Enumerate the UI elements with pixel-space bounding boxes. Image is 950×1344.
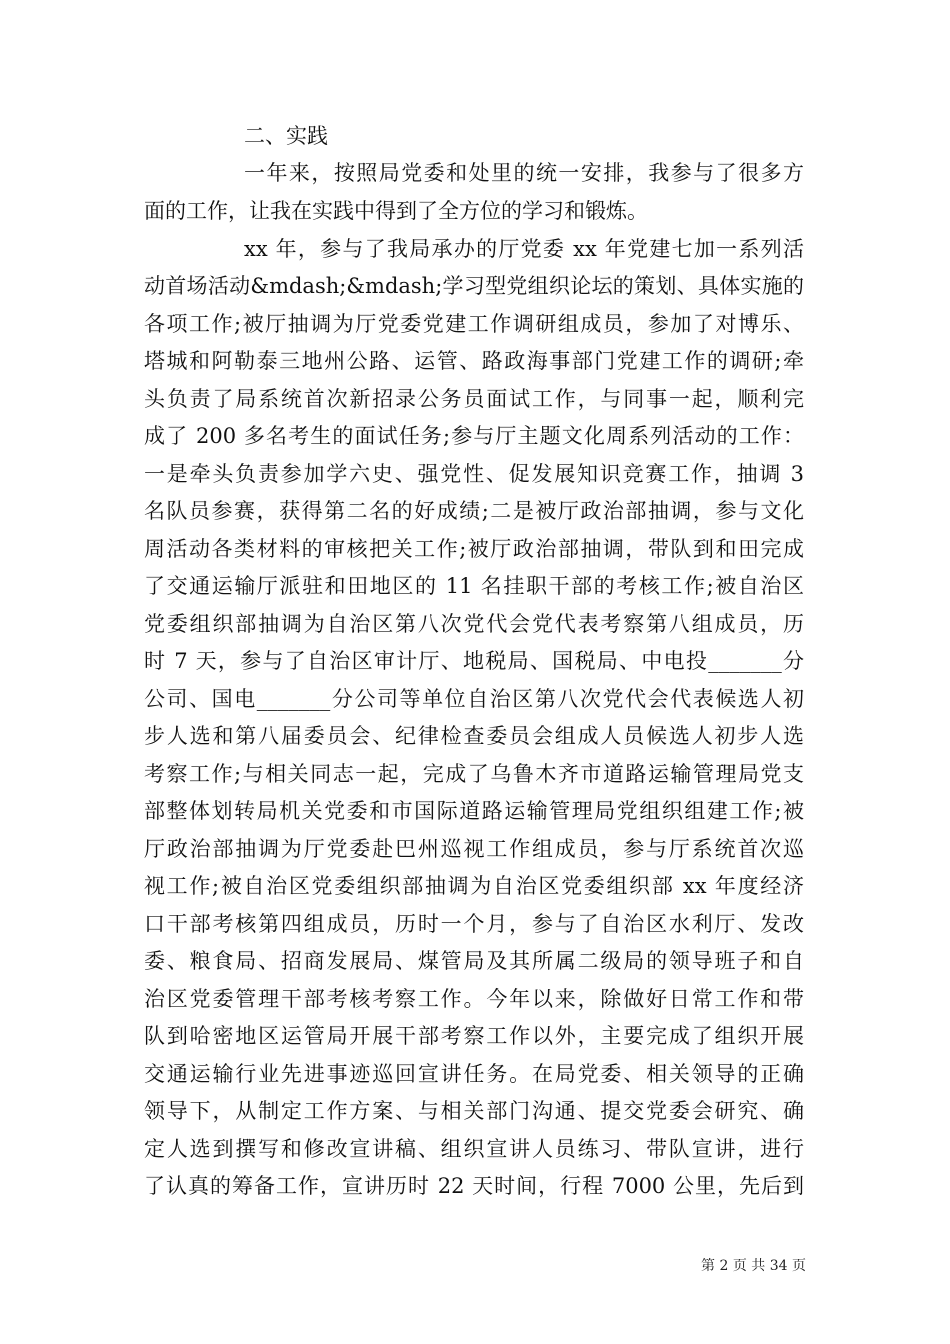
paragraph-2-line-25: 定人选到撰写和修改宣讲稿、组织宣讲人员练习、带队宣讲，进行 xyxy=(144,1137,804,1161)
paragraph-1-line-2: 面的工作，让我在实践中得到了全方位的学习和锻炼。 xyxy=(144,199,648,223)
paragraph-2-line-13: 公司、国电_______分公司等单位自治区第八次党代会代表候选人初 xyxy=(144,687,804,711)
paragraph-2-line-26: 了认真的筹备工作，宣讲历时 22 天时间，行程 7000 公里，先后到 xyxy=(144,1174,804,1198)
paragraph-2-line-16: 部整体划转局机关党委和市国际道路运输管理局党组织组建工作;被 xyxy=(144,799,804,823)
paragraph-2-line-18: 视工作;被自治区党委组织部抽调为自治区党委组织部 xx 年度经济 xyxy=(144,874,804,898)
paragraph-2-line-6: 成了 200 多名考生的面试任务;参与厅主题文化周系列活动的工作： xyxy=(144,424,804,448)
paragraph-2-line-20: 委、粮食局、招商发展局、煤管局及其所属二级局的领导班子和自 xyxy=(144,949,804,973)
paragraph-2-line-14: 步人选和第八届委员会、纪律检查委员会组成人员候选人初步人选 xyxy=(144,724,804,748)
paragraph-2-line-10: 了交通运输厅派驻和田地区的 11 名挂职干部的考核工作;被自治区 xyxy=(144,574,804,598)
paragraph-2-line-24: 领导下，从制定工作方案、与相关部门沟通、提交党委会研究、确 xyxy=(144,1099,804,1123)
paragraph-2-line-1: xx 年，参与了我局承办的厅党委 xx 年党建七加一系列活 xyxy=(244,237,804,261)
paragraph-2-line-22: 队到哈密地区运管局开展干部考察工作以外，主要完成了组织开展 xyxy=(144,1024,804,1048)
paragraph-2-line-15: 考察工作;与相关同志一起，完成了乌鲁木齐市道路运输管理局党支 xyxy=(144,762,804,786)
paragraph-2-line-3: 各项工作;被厅抽调为厅党委党建工作调研组成员，参加了对博乐、 xyxy=(144,312,804,336)
paragraph-2-line-4: 塔城和阿勒泰三地州公路、运管、路政海事部门党建工作的调研;牵 xyxy=(144,349,804,373)
paragraph-2-line-17: 厅政治部抽调为厅党委赴巴州巡视工作组成员，参与厅系统首次巡 xyxy=(144,837,804,861)
paragraph-2-line-11: 党委组织部抽调为自治区第八次党代会党代表考察第八组成员，历 xyxy=(144,612,804,636)
paragraph-2-line-5: 头负责了局系统首次新招录公务员面试工作，与同事一起，顺利完 xyxy=(144,387,804,411)
paragraph-2-line-7: 一是牵头负责参加学六史、强党性、促发展知识竞赛工作，抽调 3 xyxy=(144,462,804,486)
paragraph-1-line-1: 一年来，按照局党委和处里的统一安排，我参与了很多方 xyxy=(244,161,804,185)
paragraph-2-line-9: 周活动各类材料的审核把关工作;被厅政治部抽调，带队到和田完成 xyxy=(144,537,804,561)
paragraph-2-line-12: 时 7 天，参与了自治区审计厅、地税局、国税局、中电投_______分 xyxy=(144,649,804,673)
page-number-footer: 第 2 页 共 34 页 xyxy=(701,1258,806,1274)
section-heading: 二、实践 xyxy=(244,124,328,148)
paragraph-2-line-21: 治区党委管理干部考核考察工作。今年以来，除做好日常工作和带 xyxy=(144,987,804,1011)
paragraph-2-line-23: 交通运输行业先进事迹巡回宣讲任务。在局党委、相关领导的正确 xyxy=(144,1062,804,1086)
paragraph-2-line-8: 名队员参赛，获得第二名的好成绩;二是被厅政治部抽调，参与文化 xyxy=(144,499,804,523)
paragraph-2-line-19: 口干部考核第四组成员，历时一个月，参与了自治区水利厅、发改 xyxy=(144,912,804,936)
paragraph-2-line-2: 动首场活动&mdash;&mdash;学习型党组织论坛的策划、具体实施的 xyxy=(144,274,804,298)
